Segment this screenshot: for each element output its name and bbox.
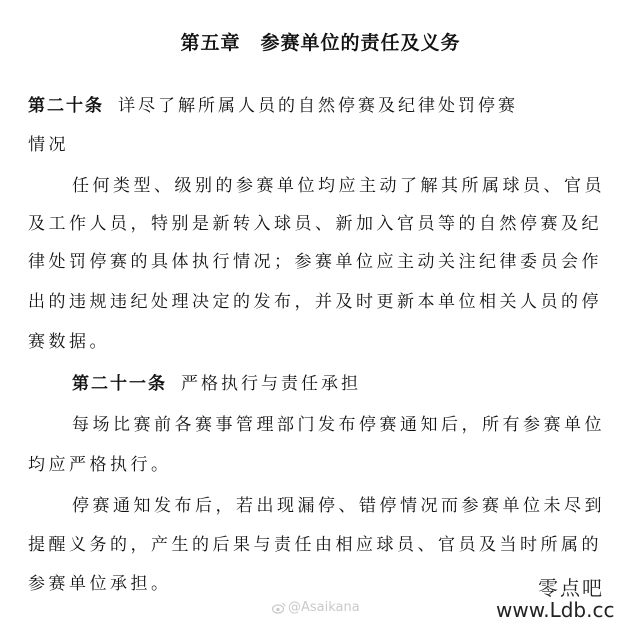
site-logo-url: www.Ldb.cc	[496, 598, 615, 622]
article-21-para2-line1: 停赛通知发布后，若出现漏停、错停情况而参赛单位未尽到	[72, 496, 605, 516]
article-21-para2-line2: 提醒义务的，产生的后果与责任由相应球员、官员及当时所属的	[28, 535, 602, 555]
article-20-para-line4: 出的违规违纪处理决定的发布，并及时更新本单位相关人员的停	[28, 292, 602, 312]
article-20-title-line2: 情况	[28, 135, 69, 155]
article-21-title: 严格执行与责任承担	[181, 374, 361, 394]
chapter-title: 第五章 参赛单位的责任及义务	[180, 32, 461, 54]
site-logo-name: 零点吧	[538, 576, 604, 600]
article-21-para1-line1: 每场比赛前各赛事管理部门发布停赛通知后，所有参赛单位	[72, 415, 605, 435]
article-21-para1-line2: 均应严格执行。	[28, 455, 172, 475]
watermark-text: @Asaikana	[288, 600, 360, 615]
article-20-title-line1: 详尽了解所属人员的自然停赛及纪律处罚停赛	[118, 96, 518, 116]
article-21-heading	[72, 372, 361, 396]
article-20-number: 第二十条	[28, 96, 104, 116]
weibo-icon	[272, 602, 286, 614]
article-21-para2-line3: 参赛单位承担。	[28, 574, 172, 594]
article-20-heading	[28, 94, 518, 118]
article-20-para-line2: 及工作人员，特别是新转入球员、新加入官员等的自然停赛及纪	[28, 214, 602, 234]
article-20-para-line1: 任何类型、级别的参赛单位均应主动了解其所属球员、官员	[72, 176, 605, 196]
article-20-para-line5: 赛数据。	[28, 332, 110, 352]
article-20-para-line3: 律处罚停赛的具体执行情况；参赛单位应主动关注纪律委员会作	[28, 252, 602, 272]
article-21-number: 第二十一条	[72, 374, 167, 394]
